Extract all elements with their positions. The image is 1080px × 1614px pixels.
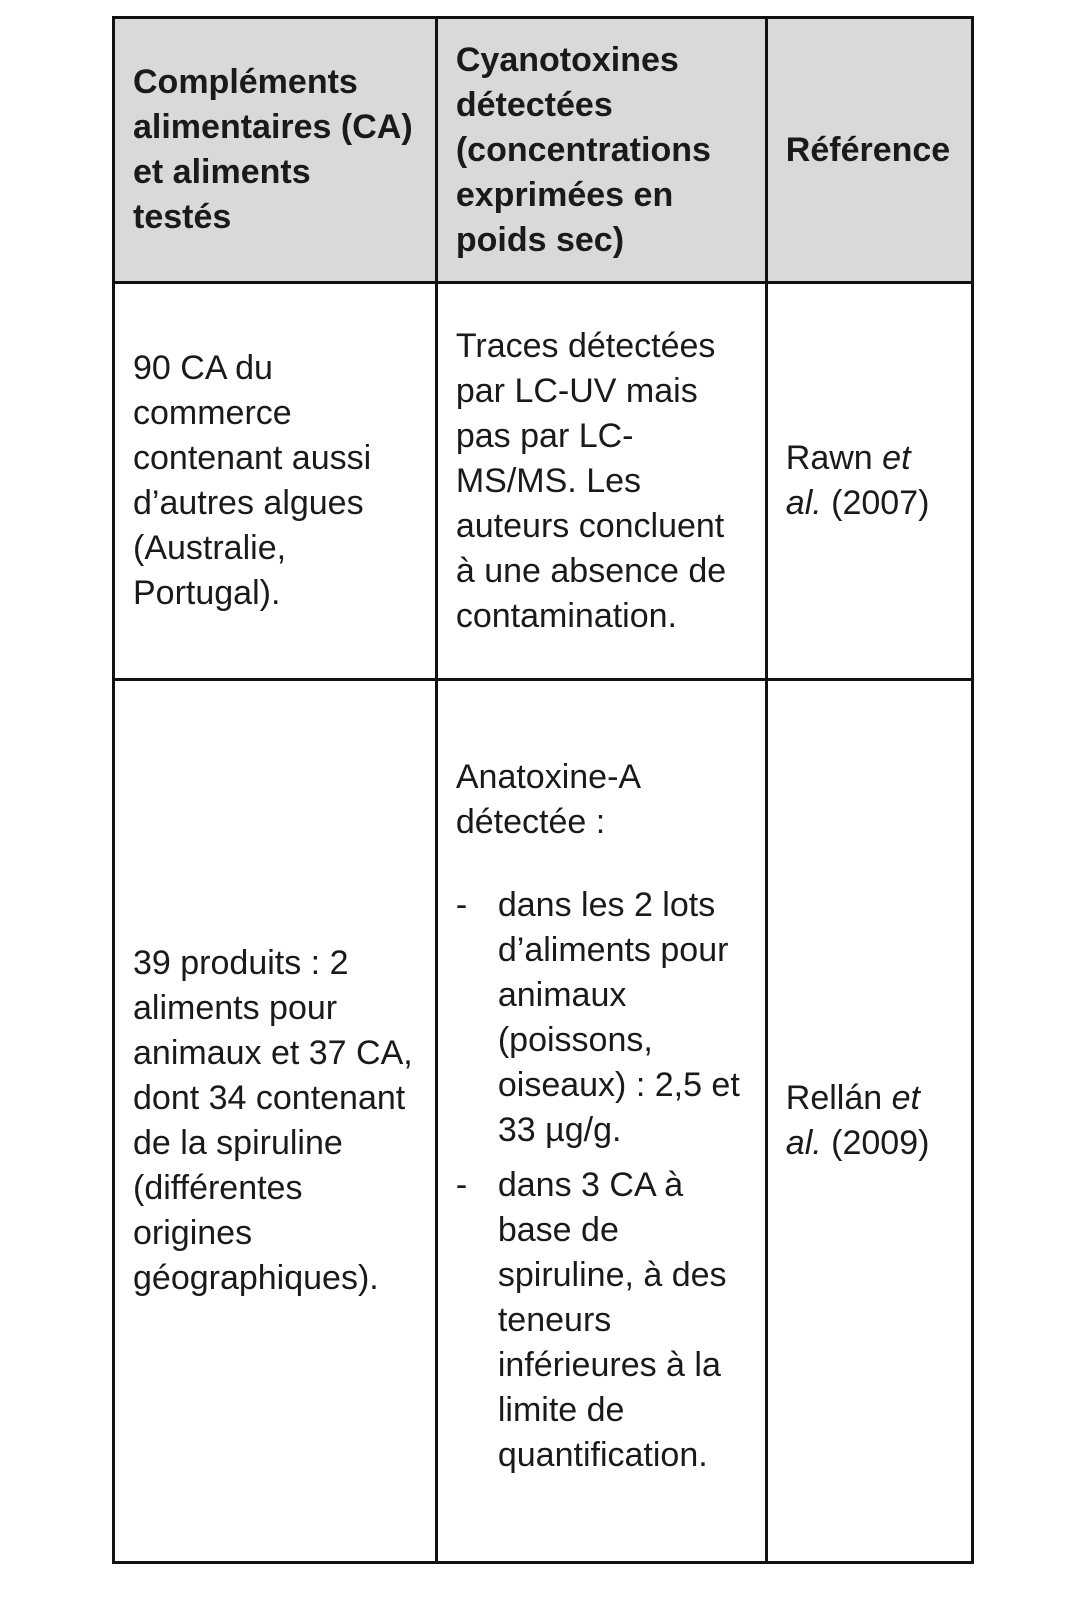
bullet-text: dans les 2 lots d’aliments pour animaux (poissons, oiseaux) : 2,5 et 33 µg/g. [497, 885, 740, 1149]
reference-etal: et al. [785, 1079, 920, 1162]
cell-products: 90 CA du commerce contenant aussi d’autres algues (Australie, Portugal). [114, 283, 437, 680]
cell-reference [766, 283, 972, 680]
header-products: Compléments alimentaires (CA) et aliments testés [114, 18, 437, 283]
cell-toxins: Traces détectées par LC-UV mais pas par LC-MS/MS. Les auteurs concluent à une absence de contamination. [436, 283, 766, 680]
table-row [114, 680, 973, 1563]
cell-products: 39 produits : 2 aliments pour animaux et 37 CA, dont 34 contenant de la spiruline (différentes origines géographiques). [114, 680, 437, 1563]
toxins-intro: Anatoxine-A détectée : [455, 757, 640, 841]
cyanotoxin-table [112, 16, 974, 1564]
reference-author: Rellán [785, 1079, 883, 1117]
reference-year: (2009) [831, 1124, 930, 1162]
reference-author: Rawn [785, 439, 873, 477]
table-header-row [114, 18, 973, 283]
reference-year: (2007) [831, 484, 930, 522]
header-toxins: Cyanotoxines détectées (concentrations exprimées en poids sec) [436, 18, 766, 283]
list-item [456, 1163, 747, 1478]
table-row [114, 283, 973, 680]
cell-reference [766, 680, 972, 1563]
toxins-bullet-list [456, 883, 747, 1478]
cell-toxins [436, 680, 766, 1563]
list-item [456, 883, 747, 1153]
reference-etal: et al. [785, 439, 911, 522]
bullet-marker: - [455, 885, 468, 924]
header-reference: Référence [766, 18, 972, 283]
bullet-text: dans 3 CA à base de spiruline, à des teneurs inférieures à la limite de quantification. [497, 1165, 727, 1474]
bullet-marker: - [455, 1165, 468, 1204]
